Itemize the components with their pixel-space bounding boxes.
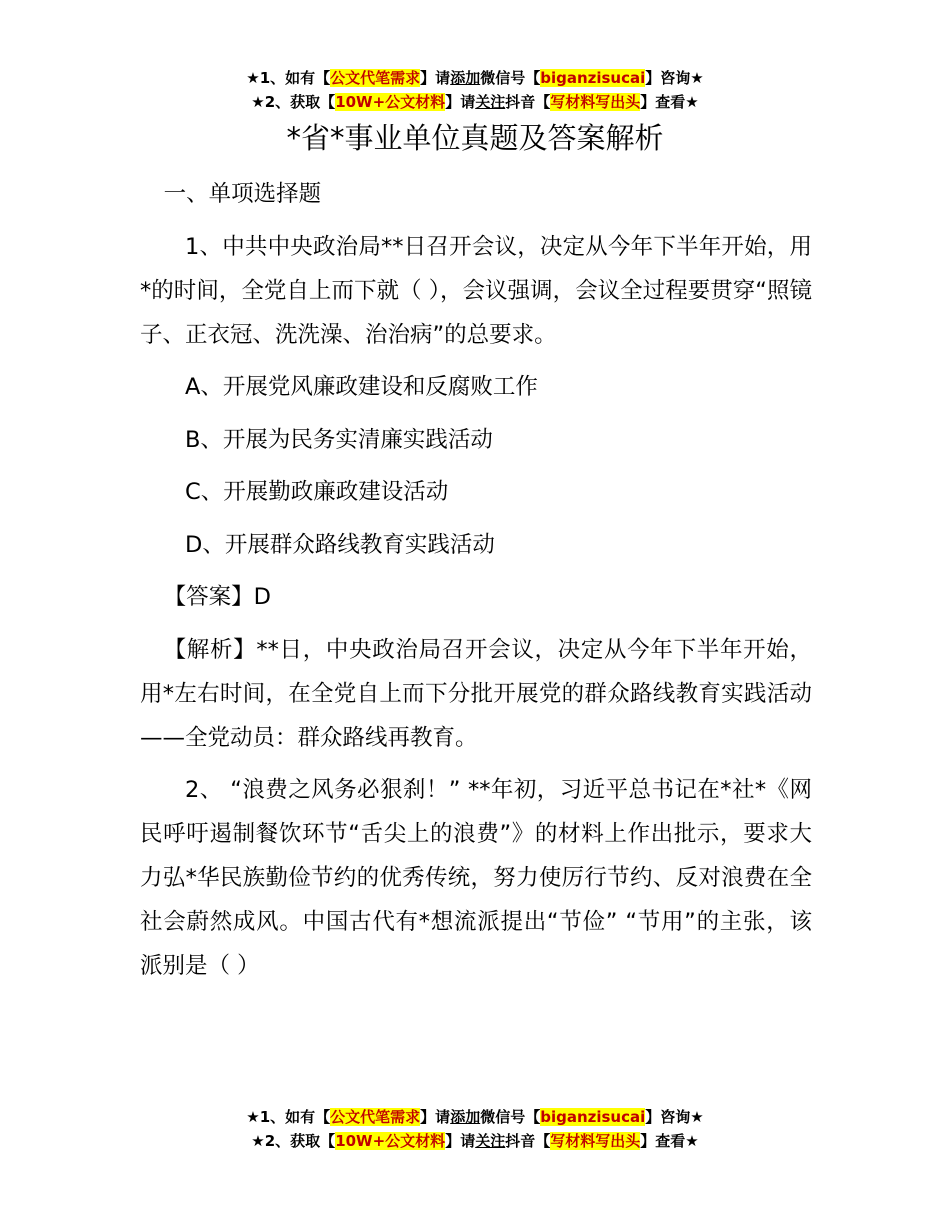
document-body — [140, 172, 812, 997]
banner-text: ★2、获取【 — [251, 1132, 336, 1150]
banner-text: ★1、如有【 — [246, 69, 331, 87]
option-d: D、开展群众路线教育实践活动 — [185, 531, 495, 558]
banner-text: 抖音【 — [505, 1132, 551, 1150]
banner-highlight: 公文代笔需求 — [330, 69, 421, 87]
option-a: A、开展党风廉政建设和反腐败工作 — [185, 374, 538, 400]
analysis-paragraph: 【解析】**日，中央政治局召开会议，决定从今年下半年开始，用*左右时间，在全党自上而下分批开展党的群众路线教育实践活动——全党动员：群众路线再教育。 — [140, 636, 812, 751]
banner-highlight: 写材料写出头 — [550, 93, 641, 111]
banner-text: 】请 — [445, 1132, 476, 1150]
banner-underline: 添加 — [450, 69, 481, 87]
banner-underline: 关注 — [475, 93, 506, 111]
banner-line-2 — [0, 1129, 950, 1153]
banner-highlight: 公文代笔需求 — [330, 1108, 421, 1126]
banner-text: 】查看★ — [640, 1132, 699, 1150]
question-1-stem: 1、中共中央政治局**日召开会议，决定从今年下半年开始，用*的时间，全党自上而下就（ ），会议强调，会议全过程要贯穿“照镜子、正衣冠、洗洗澡、治治病”的总要求。 — [140, 233, 812, 348]
question-2-stem: 2、 “浪费之风务必狠刹！” **年初，习近平总书记在*社*《网民呼吁遏制餐饮环节“舌尖上的浪费”》的材料上作出批示，要求大力弘*华民族勤俭节约的优秀传统，努力使厉行节约、反对浪费在全社会蔚然成风。中国古代有*想流派提出“节俭” “节用”的主张，该派别是（ ） — [140, 777, 812, 979]
banner-line-1 — [0, 1105, 950, 1129]
answer-line: 【答案】D — [163, 584, 271, 610]
banner-text: 】查看★ — [640, 93, 699, 111]
header-banner — [0, 66, 950, 114]
banner-text: 】请 — [420, 1108, 451, 1126]
section-heading: 一、单项选择题 — [163, 181, 322, 207]
footer-banner — [0, 1105, 950, 1153]
banner-highlight: 写材料写出头 — [550, 1132, 641, 1150]
banner-text: 抖音【 — [505, 93, 551, 111]
banner-highlight: biganzisucai — [540, 1108, 646, 1126]
banner-text: 微信号【 — [480, 1108, 541, 1126]
banner-underline: 关注 — [475, 1132, 506, 1150]
banner-highlight: 10W+公文材料 — [335, 1132, 446, 1150]
banner-line-2 — [0, 90, 950, 114]
option-c: C、开展勤政廉政建设活动 — [185, 479, 449, 505]
banner-text: 】请 — [445, 93, 476, 111]
banner-highlight: 10W+公文材料 — [335, 93, 446, 111]
banner-text: 】咨询★ — [645, 1108, 704, 1126]
banner-underline: 添加 — [450, 1108, 481, 1126]
banner-text: 】请 — [420, 69, 451, 87]
document-title: *省*事业单位真题及答案解析 — [286, 121, 664, 155]
banner-text: ★2、获取【 — [251, 93, 336, 111]
option-b: B、开展为民务实清廉实践活动 — [185, 426, 493, 453]
banner-text: 微信号【 — [480, 69, 541, 87]
banner-text: ★1、如有【 — [246, 1108, 331, 1126]
banner-text: 】咨询★ — [645, 69, 704, 87]
banner-line-1 — [0, 66, 950, 90]
banner-highlight: biganzisucai — [540, 69, 646, 87]
